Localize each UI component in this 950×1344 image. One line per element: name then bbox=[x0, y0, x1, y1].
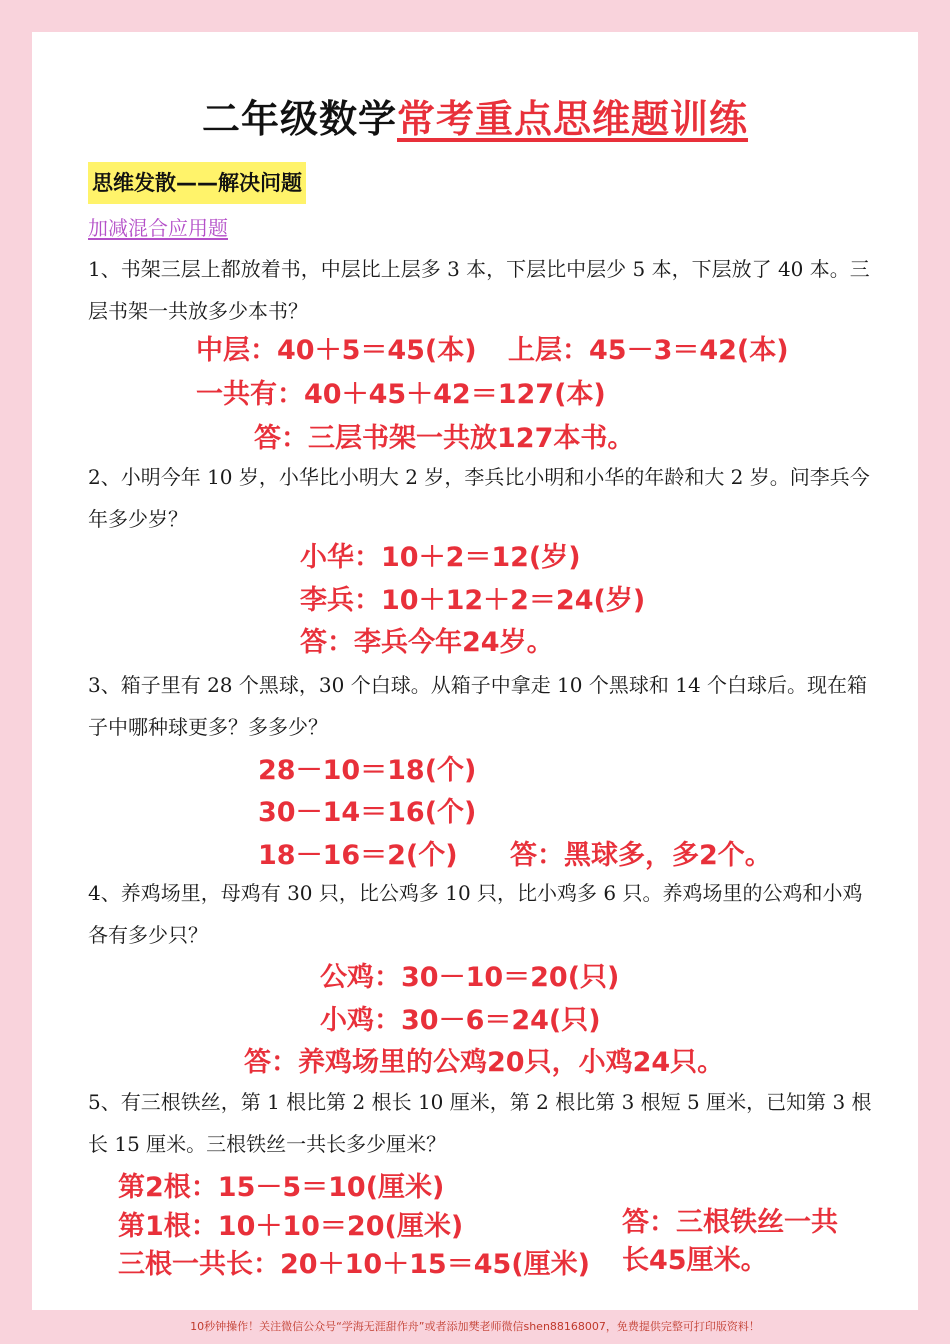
problem-2-final-answer: 答：李兵今年24岁。 bbox=[300, 627, 554, 658]
footer-note: 10秒钟操作！关注微信公众号“学海无涯甜作舟”或者添加樊老师微信shen88168007，免费提供完整可打印版资料！ bbox=[190, 1320, 760, 1333]
problem-4-answer-line: 公鸡：30－10＝20(只) bbox=[320, 962, 620, 993]
problem-5-answer-line: 第2根：15－5＝10(厘米) bbox=[118, 1172, 445, 1203]
problem-2-question: 2、小明今年 10 岁，小华比小明大 2 岁，李兵比小明和小华的年龄和大 2 岁。问李兵今年多少岁？ bbox=[88, 465, 870, 531]
problem-3-answer-line: 30－14＝16(个) bbox=[258, 797, 477, 828]
section-heading: 思维发散——解决问题 bbox=[88, 162, 306, 204]
problem-1-final-answer: 答：三层书架一共放127本书。 bbox=[254, 423, 635, 454]
problem-5-answer-line: 三根一共长：20＋10＋15＝45(厘米) bbox=[118, 1249, 590, 1280]
problem-1-question: 1、书架三层上都放着书，中层比上层多 3 本，下层比中层少 5 本，下层放了 40 本。三层书架一共放多少本书？ bbox=[88, 257, 870, 323]
problem-2-answer-line: 小华：10＋2＝12(岁) bbox=[300, 542, 581, 573]
problem-1-answer-line: 一共有：40＋45＋42＝127(本) bbox=[196, 379, 606, 410]
problem-3-question: 3、箱子里有 28 个黑球，30 个白球。从箱子中拿走 10 个黑球和 14 个白球后。现在箱子中哪种球更多？多多少？ bbox=[88, 673, 868, 739]
problem-3-answer-line: 28－10＝18(个) bbox=[258, 755, 477, 786]
title-plain: 二年级数学 bbox=[201, 97, 397, 141]
subsection-heading: 加减混合应用题 bbox=[88, 216, 228, 240]
problem-5-final-answer: 答：三根铁丝一共 bbox=[622, 1207, 838, 1238]
problem-4-question: 4、养鸡场里，母鸡有 30 只，比公鸡多 10 只，比小鸡多 6 只。养鸡场里的公鸡和小鸡各有多少只？ bbox=[88, 881, 863, 947]
title-highlight: 常考重点思维题训练 bbox=[397, 97, 749, 141]
problem-1-answer-line: 中层：40＋5＝45(本) bbox=[196, 335, 477, 366]
problem-3-final-answer: 答：黑球多，多2个。 bbox=[510, 840, 772, 871]
page-title bbox=[0, 88, 950, 143]
problem-5-question: 5、有三根铁丝，第 1 根比第 2 根长 10 厘米，第 2 根比第 3 根短 5 厘米，已知第 3 根长 15 厘米。三根铁丝一共长多少厘米？ bbox=[88, 1090, 872, 1156]
problem-4-answer-line: 小鸡：30－6＝24(只) bbox=[320, 1005, 601, 1036]
problem-2-answer-line: 李兵：10＋12＋2＝24(岁) bbox=[300, 585, 646, 616]
problem-5-answer-line: 第1根：10＋10＝20(厘米) bbox=[118, 1211, 464, 1242]
problem-4-final-answer: 答：养鸡场里的公鸡20只，小鸡24只。 bbox=[244, 1047, 725, 1078]
problem-1-answer-line: 上层：45－3＝42(本) bbox=[508, 335, 789, 366]
problem-3-answer-line: 18－16＝2(个) bbox=[258, 840, 458, 871]
problem-5-final-answer: 长45厘米。 bbox=[622, 1245, 768, 1276]
